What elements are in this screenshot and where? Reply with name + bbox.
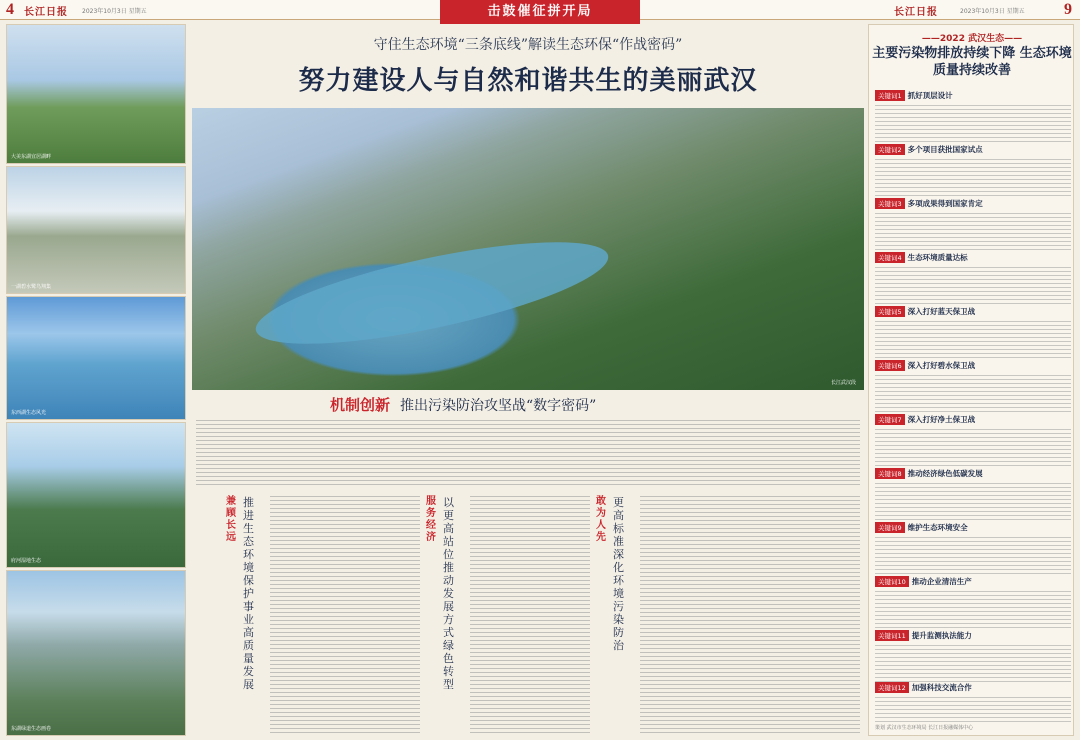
section-tag: 机制创新 [330, 396, 391, 414]
right-page-number: 9 [1064, 1, 1072, 18]
left-page-number: 4 [6, 1, 14, 18]
column-heading-2 [426, 496, 460, 691]
keyword-badge: 关键词5 [875, 306, 905, 317]
photo-lake [6, 24, 186, 164]
aerial-caption: 长江武汉段 [830, 380, 856, 386]
sidebar-kicker: ——2022 武汉生态—— [921, 34, 1023, 44]
keyword-item [875, 569, 1071, 629]
photo-caption: 东湖绿道生态画卷 [11, 726, 52, 732]
photo-caption: 一湖碧水鹭鸟翔集 [11, 284, 52, 290]
column-tag: 兼顾长远 [226, 496, 236, 543]
column-tag: 服务经济 [426, 496, 436, 543]
body-text-top [196, 420, 860, 486]
keyword-label: 生态环境质量达标 [907, 253, 968, 262]
keyword-badge: 关键词7 [875, 414, 905, 425]
banner: 击鼓催征拼开局 [440, 0, 640, 24]
keyword-item [875, 299, 1071, 359]
keyword-item [875, 623, 1071, 683]
keyword-label: 多项成果得到国家肯定 [907, 199, 983, 208]
masthead-left: 长江日报 [24, 7, 68, 18]
keyword-badge: 关键词10 [875, 576, 909, 587]
sidebar-footer: 策划 武汉市生态环境局 长江日报融媒体中心 [875, 725, 974, 731]
keyword-label: 深入打好净土保卫战 [907, 415, 976, 424]
headline-area [192, 28, 864, 108]
keyword-badge: 关键词9 [875, 522, 905, 533]
body-text-col3 [640, 496, 860, 736]
keyword-badge: 关键词12 [875, 682, 909, 693]
photo-caption: 府河湿地生态 [11, 558, 42, 564]
photo-birds [6, 166, 186, 294]
keyword-badge: 关键词6 [875, 360, 905, 371]
keyword-item [875, 515, 1071, 575]
keyword-item [875, 407, 1071, 467]
keyword-item [875, 353, 1071, 413]
keyword-badge: 关键词4 [875, 252, 905, 263]
keyword-badge: 关键词1 [875, 90, 905, 101]
keyword-badge: 关键词11 [875, 630, 909, 641]
section-heading [330, 394, 730, 416]
column-heading-3 [596, 496, 630, 652]
date-right: 2023年10月3日 星期五 [960, 8, 1025, 15]
photo-wetland [6, 422, 186, 568]
keyword-item [875, 191, 1071, 251]
aerial-photo [192, 108, 864, 390]
column-title: 以更高站位推动发展方式绿色转型 [443, 496, 454, 691]
section-title: 推出污染防治攻坚战“数字密码” [400, 398, 597, 414]
keyword-label: 维护生态环境安全 [907, 523, 968, 532]
photo-island [6, 296, 186, 420]
river-shape [249, 221, 616, 364]
keyword-label: 加强科技交流合作 [911, 683, 972, 692]
column-title: 推进生态环境保护事业高质量发展 [243, 496, 254, 691]
sidebar-panel [868, 24, 1074, 736]
sidebar-title: 主要污染物排放持续下降 生态环境质量持续改善 [872, 46, 1072, 78]
column-heading-1 [226, 496, 260, 691]
body-text-col2 [470, 496, 590, 736]
photo-caption: 大美东湖宜居湖畔 [11, 154, 52, 160]
keyword-label: 推动经济绿色低碳发展 [907, 469, 983, 478]
keyword-item [875, 137, 1071, 197]
photo-greenway [6, 570, 186, 736]
column-tag: 敢为人先 [596, 496, 606, 543]
keyword-badge: 关键词3 [875, 198, 905, 209]
keyword-label: 抓好顶层设计 [907, 91, 953, 100]
keyword-item [875, 461, 1071, 521]
keyword-label: 深入打好碧水保卫战 [907, 361, 976, 370]
keyword-text [875, 697, 1071, 723]
body-text-col1 [270, 496, 420, 736]
keyword-item [875, 83, 1071, 143]
keyword-label: 多个项目获批国家试点 [907, 145, 983, 154]
masthead-right: 长江日报 [894, 7, 938, 18]
keyword-label: 推动企业清洁生产 [911, 577, 972, 586]
keyword-item [875, 245, 1071, 305]
column-title: 更高标准深化环境污染防治 [613, 496, 624, 652]
headline-subtitle: 守住生态环境“三条底线”解读生态环保“作战密码” [373, 37, 683, 53]
date-left: 2023年10月3日 星期五 [82, 8, 147, 15]
keyword-label: 提升监测执法能力 [911, 631, 972, 640]
photo-caption: 东西湖生态风光 [11, 410, 47, 416]
headline-main: 努力建设人与自然和谐共生的美丽武汉 [298, 66, 758, 96]
keyword-label: 深入打好蓝天保卫战 [907, 307, 976, 316]
keyword-badge: 关键词8 [875, 468, 905, 479]
keyword-item [875, 675, 1071, 723]
keyword-badge: 关键词2 [875, 144, 905, 155]
